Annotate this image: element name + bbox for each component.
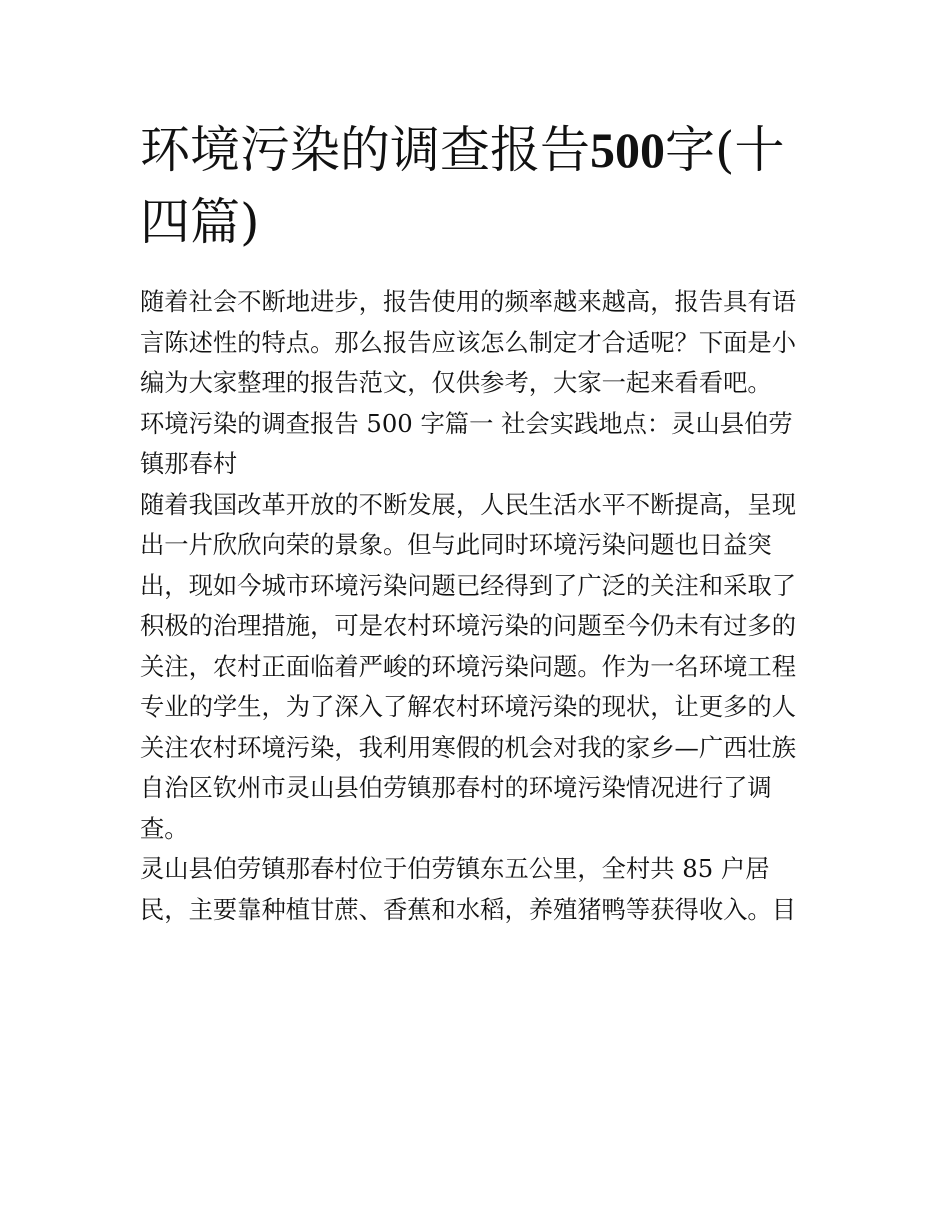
text-line: 关注农村环境污染，我利用寒假的机会对我的家乡—广西壮族 <box>140 732 797 762</box>
text-line: 出一片欣欣向荣的景象。但与此同时环境污染问题也日益突 <box>140 530 772 559</box>
text-line: 专业的学生，为了深入了解农村环境污染的现状，让更多的人 <box>140 692 797 721</box>
text-line: 民，主要靠种植甘蔗、香蕉和水稻，养殖猪鸭等获得收入。目 <box>140 894 797 924</box>
title-number: 500 <box>590 122 665 178</box>
document-body <box>140 282 820 930</box>
text-line: 环境污染的调查报告 500 字篇一 社会实践地点：灵山县伯劳 <box>140 408 793 438</box>
text-line: 随着社会不断地进步，报告使用的频率越来越高，报告具有语 <box>140 287 797 316</box>
text-line: 灵山县伯劳镇那春村位于伯劳镇东五公里，全村共 85 户居 <box>140 854 770 883</box>
title-part-1: 环境污染的调查报告 <box>140 121 590 179</box>
title-part-2: 字(十 <box>665 121 785 179</box>
text-line: 关注，农村正面临着严峻的环境污染问题。作为一名环境工程 <box>140 651 797 681</box>
text-line: 积极的治理措施，可是农村环境污染的问题至今仍未有过多的 <box>140 611 797 640</box>
text-line: 查。 <box>140 813 189 843</box>
text-line: 镇那春村 <box>140 449 238 478</box>
text-line: 随着我国改革开放的不断发展，人民生活水平不断提高，呈现 <box>140 489 797 519</box>
document-title <box>140 114 820 258</box>
text-line: 编为大家整理的报告范文，仅供参考，大家一起来看看吧。 <box>140 368 772 397</box>
text-line: 自治区钦州市灵山县伯劳镇那春村的环境污染情况进行了调 <box>140 773 772 802</box>
text-line: 出，现如今城市环境污染问题已经得到了广泛的关注和采取了 <box>140 570 797 600</box>
text-line: 言陈述性的特点。那么报告应该怎么制定才合适呢？下面是小 <box>140 327 797 357</box>
title-part-3: 四篇) <box>140 193 260 251</box>
